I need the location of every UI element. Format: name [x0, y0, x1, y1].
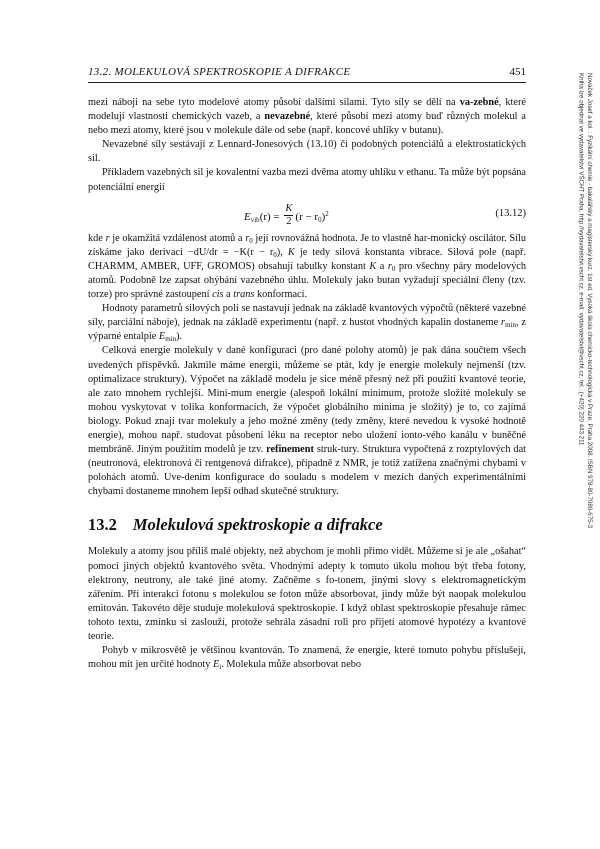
copyright-notice	[571, 73, 593, 633]
running-title: 13.2. MOLEKULOVÁ SPEKTROSKOPIE A DIFRAKCE	[88, 66, 351, 78]
paragraph-7: Molekuly a atomy jsou příliš malé objekty, než abychom je mohli přímo vidět. Můžeme si je ale „ošahat“ pomocí jiných objektů kvantového světa. Vhodnými adepty k tomuto úkolu mohou být třeba fotony, elektrony, neutrony, ale také jiné atomy. Začněme s fo-tonem, jinými slovy s elektromagnetickým zářením. Při interakci fotonu s molekulou se foton může absorbovat, jindy může být naopak molekulou emitován. Takovéto děje studuje molekulová spektroskopie. I když oblast spektroskopie přesahuje rámec tohoto textu, zmínku si zaslouží, protože sehrála zásadní roli pro přijetí atomové hypotézy a kvantové teorie.	[88, 546, 526, 642]
equation-13-12	[88, 197, 526, 229]
page-number: 451	[509, 66, 526, 78]
page-body	[88, 96, 526, 672]
header-rule	[88, 82, 526, 83]
section-number: 13.2	[88, 515, 117, 535]
paragraph-2: Nevazebné síly sestávají z Lennard-Jonesových (13.10) či podobných potenciálů a elektrostatických sil.	[88, 139, 526, 165]
paragraph-4: kde r je okamžitá vzdálenost atomů a $r_0$ její rovnovážná hodnota. Je to vlastně har-monický oscilátor. Sílu získáme jako derivaci $-dU/dr = -K(r - r_0)$, K je tedy silová konstanta vibrace. Silová pole (např. CHARMM, AMBER, UFF, GROMOS) obsahují tabulky konstant K a $r_0$ pro všechny páry modelových atomů. Podobně lze zapsat ohýbání vazebného úhlu. Molekuly jako butan vyžadují speciální členy (tzv. torze) pro správné zastoupení cis a trans konformací.	[88, 232, 527, 301]
equation-formula: $E_{vib}(r)$ = $\frac{K}{2}$ $(r - r_0)^2$	[244, 202, 329, 227]
section-heading	[88, 515, 526, 535]
equation-number: (13.12)	[495, 207, 526, 219]
section-title: Molekulová spektroskopie a difrakce	[132, 515, 383, 535]
paragraph-5: Hodnoty parametrů silových polí se nastavují jednak na základě kvantových výpočtů (některé vazebné síly, parciální náboje), jednak na základě experimentu (např. z hustot vhodných kapalin dostaneme $r_{min}$, z výparné entalpie $E_{min}$).	[88, 303, 526, 344]
paragraph-8: Pohyb v mikrosvětě je většinou kvantován. To znamená, že energie, které tomuto pohybu příslušejí, mohou mít jen určité hodnoty $E_i$. Molekula může absorbovat nebo	[88, 645, 526, 672]
paragraph-6: Celková energie molekuly v dané konfiguraci (pro dané polohy atomů) je pak dána součtem všech uvedených příspěvků. Jakmile máme energii, můžeme se ptát, kdy je energie molekuly nejmenší (tzv. optimalizace struktury). Výpočet na základě modelu je sice méně přesný než při použití kvantové teorie, ale zato mnohem rychlejší. Mini-mum energie (alespoň lokální minimum, protože složité molekuly se mohou vyskytovat v tolika konformacích, že výpočet globálního minima je složitý) je to, co zajímá biology. Pokud znají tvar molekuly a jeho možné změny (tedy změny, které nevedou k vysoké hodnotě energie), mohou např. studovat působení léku na receptor nebo uložení ionto-vého kanálu v buněčné membráně. Jiným použitím modelů je tzv. refinement struk-tury. Struktura vypočtená z rozptylových dat (neutronová, elektronová či rentgenová difrakce), případně z NMR, je totiž zatížena značnými chybami v polohách atomů. Uve-dením konfigurace do souladu s modelem v mezích daných experimentálními chybami dostaneme mnohem lepší odhad skutečné struktury.	[88, 345, 526, 498]
running-header	[88, 64, 526, 80]
term-refinement: refinement	[266, 444, 314, 456]
copyright-line-2: Kniha lze objednat ve vydavatelství VŠCHT Praha, http://vydavatelstvi.vscht.cz, e-mail: vydavatelstvi@vscht.cz, tel.: (+420) 220 443 211	[577, 73, 585, 446]
paragraph-1: mezi náboji na sebe tyto modelové atomy působí dalšími silami. Tyto síly se dělí na va-zebné, které modelují vlastnosti chemických vazeb, a nevazebné, které působí mezi atomy buď různých molekul a nebo mezi atomy, které jsou v molekule dále od sebe (např. koncové uhlíky v butanu).	[88, 97, 526, 137]
paragraph-3: Příkladem vazebných sil je kovalentní vazba mezi dvěma atomy uhlíku v ethanu. Ta může být popsána potenciální energií	[88, 167, 526, 193]
equation-fraction: $\frac{K}{2}$	[285, 202, 293, 227]
term-vazebne: va-zebné	[459, 97, 499, 108]
copyright-line-1: Nováček Josef a kol. : Fyzikální chemie - bakalářský a magisterský kurz. 1st ed. Vysoká škola chemicko-technologická v Praze, Praha 2008. ISBN 978-80-7080-675-3	[586, 73, 593, 529]
term-nevazebne: nevazebné	[264, 111, 311, 123]
